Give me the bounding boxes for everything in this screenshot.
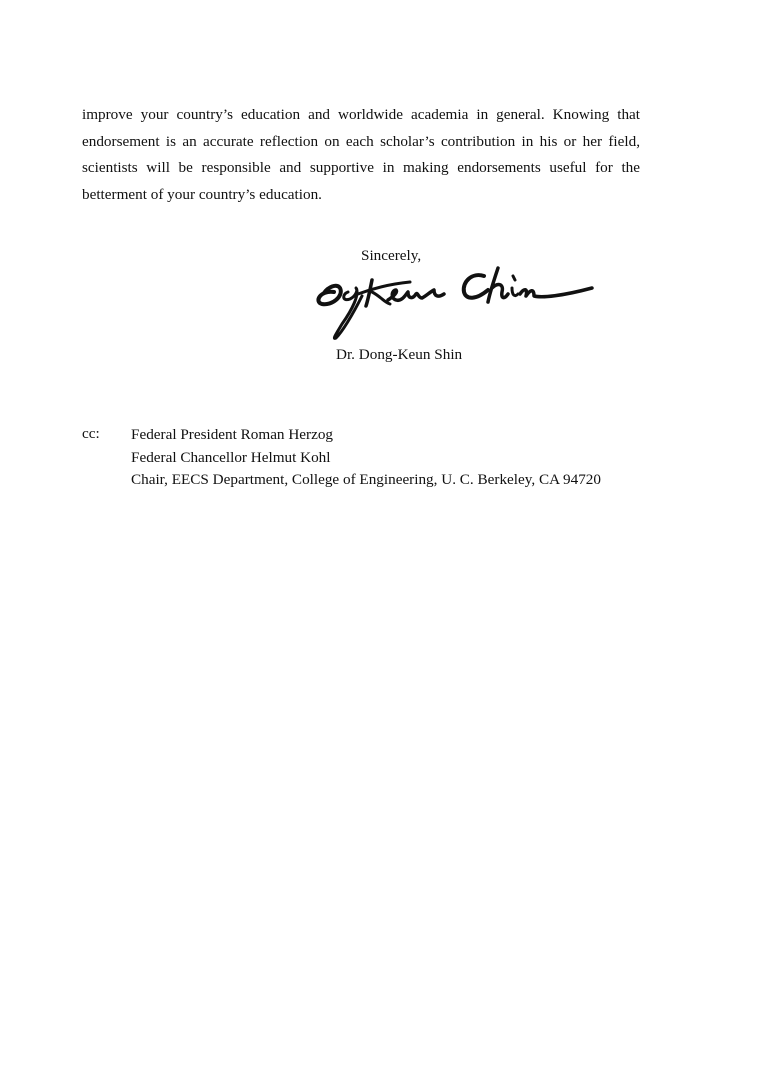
cc-recipient: Chair, EECS Department, College of Engineering, U. C. Berkeley, CA 94720 [131, 471, 601, 488]
cc-recipient: Federal President Roman Herzog [131, 426, 334, 443]
cc-label: cc: [82, 425, 100, 442]
signer-name: Dr. Dong-Keun Shin [336, 346, 463, 363]
body-line: betterment of your country’s education. [82, 185, 322, 203]
cc-recipient: Federal Chancellor Helmut Kohl [131, 448, 331, 466]
body-line: improve your country’s education and worldwide academia in general. Knowing that [82, 106, 640, 123]
closing-salutation: Sincerely, [361, 247, 422, 264]
letter-body [82, 102, 640, 208]
cc-recipient-list [131, 424, 601, 492]
body-line: scientists will be responsible and supportive in making endorsements useful for the [82, 159, 640, 176]
handwritten-signature [312, 262, 602, 344]
body-line: endorsement is an accurate reflection on each scholar’s contribution in his or her field, [82, 132, 640, 150]
